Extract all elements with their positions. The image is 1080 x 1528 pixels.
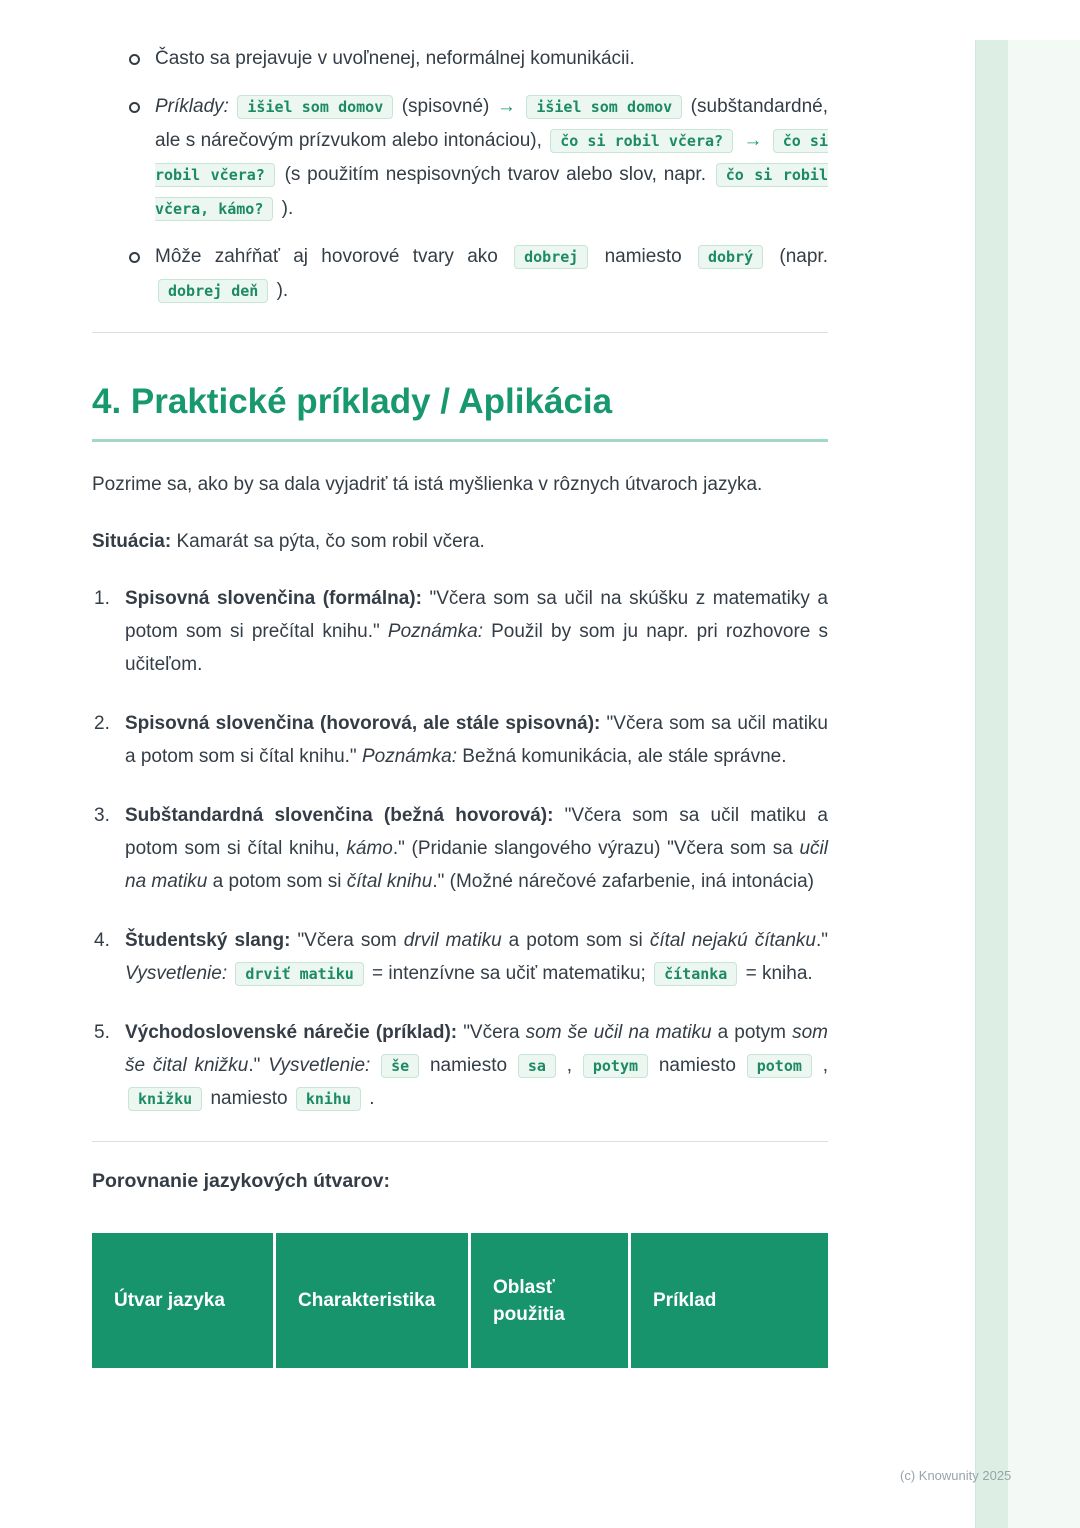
- section-heading: 4. Praktické príklady / Aplikácia: [92, 382, 613, 421]
- text-segment: ).: [276, 198, 294, 219]
- table-header-cell: Príklad: [631, 1233, 828, 1368]
- inline-code-chip: išiel som domov: [237, 95, 393, 119]
- table-header-cell: Útvar jazyka: [92, 1233, 273, 1368]
- numbered-item: [125, 924, 828, 990]
- text-segment: ).: [271, 280, 289, 301]
- text-segment: [764, 130, 769, 151]
- text-segment: Východoslovenské nárečie (príklad):: [125, 1022, 458, 1043]
- text-segment: Môže zahŕňať aj hovorové tvary ako: [155, 246, 512, 267]
- inline-code-chip: knižku: [128, 1087, 202, 1111]
- text-segment: som še čital knižku: [125, 1022, 828, 1076]
- text-segment: ." (Pridanie slangového výrazu) "Včera som sa: [392, 838, 800, 859]
- text-segment: [227, 963, 232, 984]
- inline-code-chip: čítanka: [654, 962, 737, 986]
- numbered-item-text: [125, 1022, 828, 1109]
- table-header-cell: Charakteristika: [276, 1233, 468, 1368]
- inline-code-chip: knihu: [296, 1087, 361, 1111]
- numbered-item: [125, 582, 828, 681]
- inline-code-chip: čo si robil včera?: [550, 129, 733, 153]
- numbered-item-text: [125, 713, 828, 767]
- numbered-item: [125, 799, 828, 898]
- text-segment: "Včera: [457, 1022, 526, 1043]
- text-segment: čítal knihu: [346, 871, 433, 892]
- text-segment: Príklady:: [155, 96, 235, 117]
- text-segment: a potym: [711, 1022, 793, 1043]
- inline-code-chip: čo si robil včera, kámo?: [155, 163, 828, 221]
- bullet-item: [155, 240, 828, 308]
- table-header-cell: Oblasť použitia: [471, 1233, 628, 1368]
- inline-code-chip: dobrý: [698, 245, 763, 269]
- text-segment: "Včera som sa učil matiku a potom som si čítal knihu,: [125, 805, 828, 859]
- bullet-item-text: [155, 96, 828, 219]
- text-segment: "Včera som sa učil na skúšku z matematiky a potom som si prečítal knihu.": [125, 588, 828, 642]
- arrow-icon: →: [496, 96, 516, 117]
- comparison-table-header-row: [92, 1233, 828, 1368]
- bullet-list: [92, 0, 828, 308]
- numbered-item-text: [125, 805, 828, 892]
- text-segment: drvil matiku: [403, 930, 502, 951]
- text-segment: Vysvetlenie:: [268, 1055, 371, 1076]
- text-segment: .": [248, 1055, 269, 1076]
- page-edge-strip-outer: [1007, 40, 1080, 1528]
- text-segment: "Včera som: [290, 930, 404, 951]
- numbered-item-text: [125, 930, 828, 984]
- bullet-item: [155, 90, 828, 226]
- text-segment: namiesto: [422, 1055, 515, 1076]
- text-segment: (subštandardné, ale s nárečovým prízvukom alebo intonáciou),: [155, 96, 828, 151]
- inline-code-chip: potom: [747, 1054, 812, 1078]
- text-segment: .": [815, 930, 829, 951]
- inline-code-chip: še: [381, 1054, 419, 1078]
- text-segment: Poznámka:: [361, 746, 457, 767]
- inline-code-chip: dobrej: [514, 245, 588, 269]
- text-segment: (s použitím nespisovných tvarov alebo slov, napr.: [277, 164, 713, 185]
- section-divider: [92, 1141, 828, 1142]
- text-segment: Použil by som ju napr. pri rozhovore s učiteľom.: [125, 621, 829, 675]
- text-segment: = intenzívne sa učiť matematiku;: [366, 963, 652, 984]
- text-segment: som še učil na matiku: [525, 1022, 712, 1043]
- situation-paragraph: [92, 525, 828, 558]
- numbered-item: [125, 707, 828, 773]
- text-segment: namiesto: [205, 1088, 293, 1109]
- text-segment: "Včera som sa učil matiku a potom som si čítal knihu.": [125, 713, 828, 767]
- inline-code-chip: dobrej deň: [158, 279, 268, 303]
- inline-code-chip: sa: [518, 1054, 556, 1078]
- text-segment: Situácia:: [92, 531, 172, 552]
- comparison-table-label: Porovnanie jazykových útvarov:: [92, 1170, 391, 1192]
- text-segment: [370, 1055, 378, 1076]
- text-segment: namiesto: [591, 246, 695, 267]
- bullet-item-text: [155, 48, 635, 69]
- text-segment: Vysvetlenie:: [125, 963, 228, 984]
- text-segment: = kniha.: [740, 963, 813, 984]
- bullet-item-text: [155, 246, 828, 301]
- section-intro-paragraph: Pozrime sa, ako by sa dala vyjadriť tá istá myšlienka v rôznych útvaroch jazyka.: [92, 474, 763, 495]
- text-segment: Bežná komunikácia, ale stále správne.: [457, 746, 787, 767]
- text-segment: ,: [814, 1055, 828, 1076]
- text-segment: čítal nejakú čítanku: [649, 930, 816, 951]
- text-segment: namiesto: [651, 1055, 744, 1076]
- examples-list: [92, 582, 828, 1115]
- text-segment: Spisovná slovenčina (hovorová, ale stále spisovná):: [125, 713, 601, 734]
- bullet-item: [155, 42, 828, 76]
- inline-code-chip: išiel som domov: [526, 95, 682, 119]
- text-segment: Často sa prejavuje v uvoľnenej, neformálnej komunikácii.: [155, 48, 635, 69]
- numbered-item: [125, 1016, 828, 1115]
- text-segment: ." (Možné nárečové zafarbenie, iná intonácia): [432, 871, 814, 892]
- inline-code-chip: drviť matiku: [235, 962, 363, 986]
- text-segment: Poznámka:: [387, 621, 483, 642]
- text-segment: učil na matiku: [125, 838, 828, 892]
- text-segment: [518, 96, 523, 117]
- text-segment: a potom som si: [207, 871, 347, 892]
- document-content: [92, 0, 828, 1368]
- text-segment: a potom som si: [501, 930, 650, 951]
- inline-code-chip: potym: [583, 1054, 648, 1078]
- text-segment: (napr.: [766, 246, 828, 267]
- text-segment: .: [364, 1088, 375, 1109]
- text-segment: Spisovná slovenčina (formálna):: [125, 588, 422, 609]
- section-divider: [92, 332, 828, 333]
- text-segment: Študentský slang:: [125, 930, 291, 951]
- inline-code-chip: čo si robil včera?: [155, 129, 828, 187]
- numbered-item-text: [125, 588, 828, 675]
- page-edge-strip-inner: [975, 40, 1008, 1528]
- text-segment: Subštandardná slovenčina (bežná hovorová):: [125, 805, 554, 826]
- arrow-icon: →: [743, 130, 763, 151]
- text-segment: kámo: [346, 838, 393, 859]
- copyright-note: (c) Knowunity 2025: [900, 1468, 1012, 1483]
- text-segment: ,: [558, 1055, 580, 1076]
- text-segment: (spisovné): [396, 96, 495, 117]
- text-segment: Kamarát sa pýta, čo som robil včera.: [171, 531, 485, 552]
- heading-underline: [92, 439, 828, 442]
